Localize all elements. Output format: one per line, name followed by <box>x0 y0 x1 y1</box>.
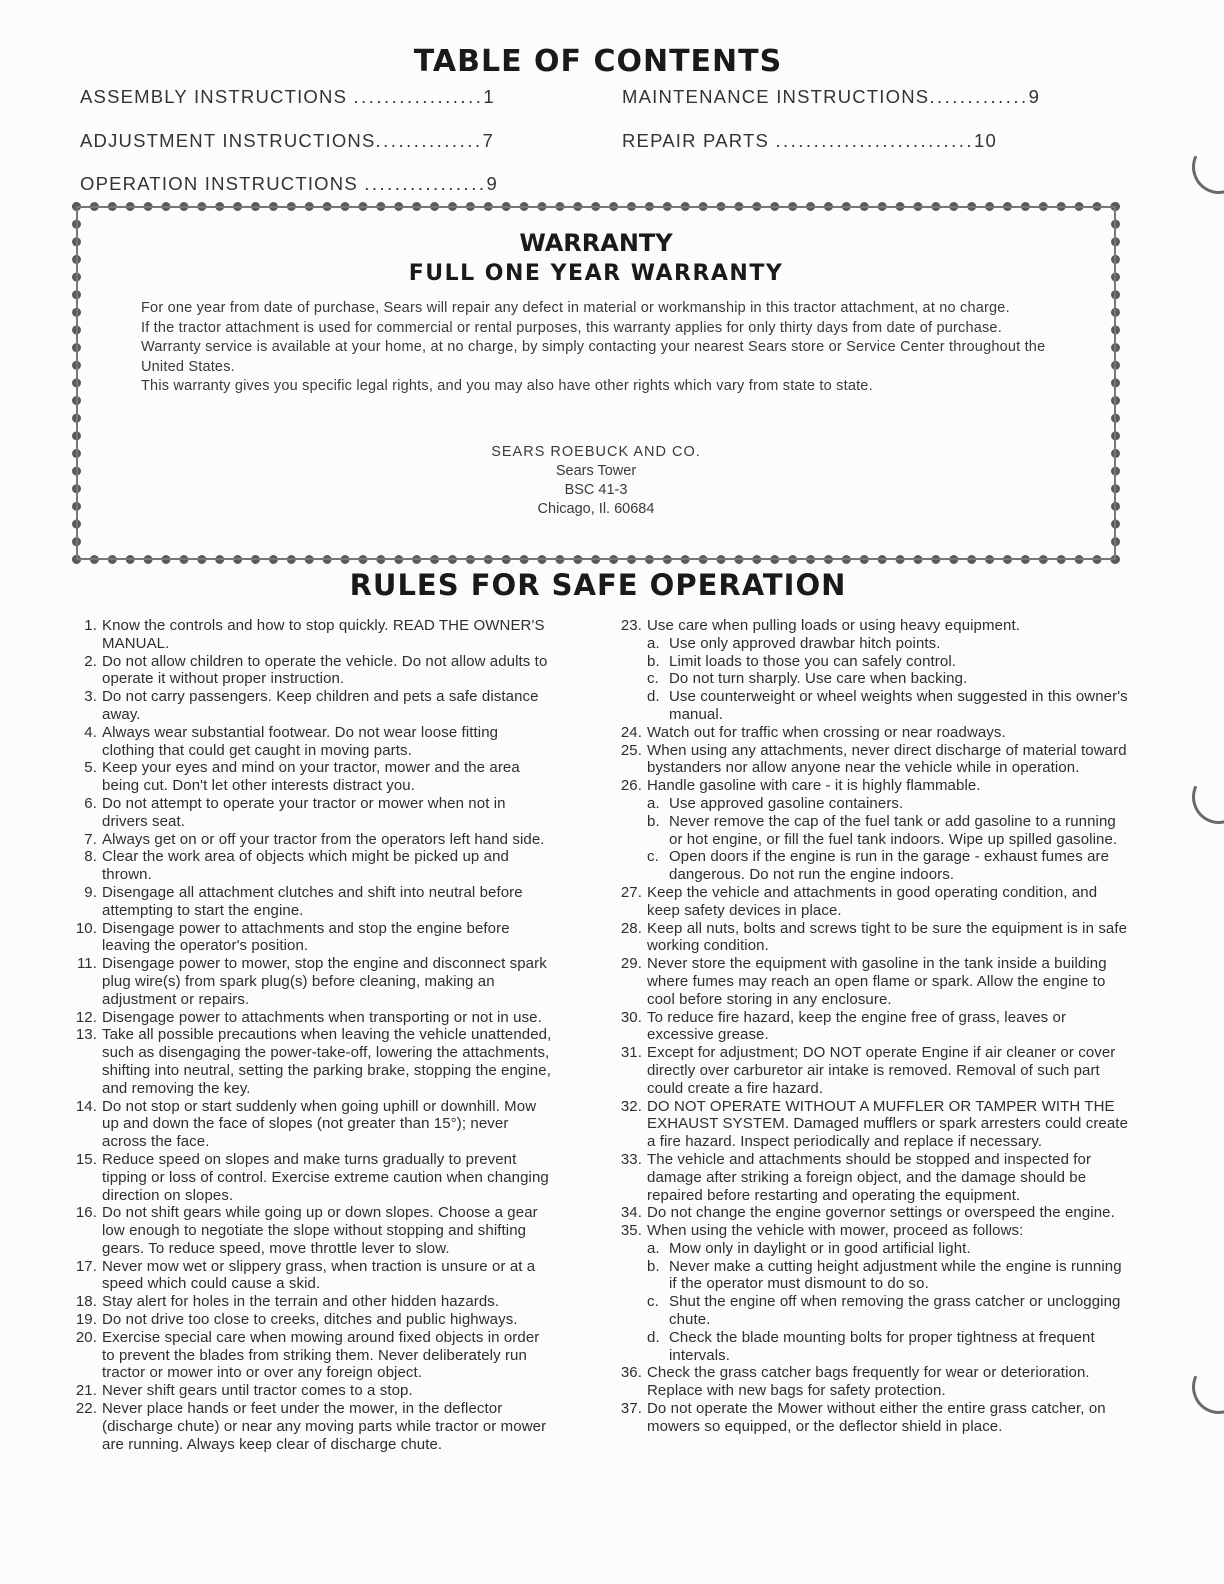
rule-number: 10. <box>75 919 97 937</box>
rule-text: When using any attachments, never direct discharge of material toward bystanders nor allow anyone near the vehicle while in operation. <box>647 741 1127 777</box>
rule-number: 6. <box>84 794 97 812</box>
rule-subitem <box>647 795 1130 813</box>
rule-number: 32. <box>620 1097 642 1115</box>
rule-subitem-letter: d. <box>647 1328 660 1346</box>
rule-text: Take all possible precautions when leaving the vehicle unattended, such as disengaging the power-take-off, lowering the attachments, shifting into neutral, setting the parking brake, stopping the engine, and removing the key. <box>102 1026 552 1097</box>
rule-text: Always wear substantial footwear. Do not wear loose fitting clothing that could get caught in moving parts. <box>102 723 499 759</box>
toc-label: ASSEMBLY INSTRUCTIONS <box>80 86 348 107</box>
rule-subitem-letter: b. <box>647 652 660 670</box>
binder-hole-middle <box>1184 762 1224 831</box>
address-line: Sears Tower <box>555 463 637 479</box>
rule-text: Handle gasoline with care - it is highly flammable. <box>647 777 981 795</box>
rule-subitem-text: Mow only in daylight or in good artificial light. <box>669 1239 971 1257</box>
rule-number: 26. <box>620 777 642 795</box>
rule-item <box>75 1311 553 1329</box>
rule-number: 37. <box>620 1400 642 1418</box>
toc-page: 9 <box>486 173 498 194</box>
rule-number: 17. <box>75 1257 97 1275</box>
rule-text: Reduce speed on slopes and make turns gradually to prevent tipping or loss of control. Exercise extreme caution when changing direction on slopes. <box>102 1150 549 1204</box>
rule-text: Keep all nuts, bolts and screws tight to be sure the equipment is in safe working condition. <box>647 919 1128 955</box>
rule-number: 4. <box>84 723 97 741</box>
rule-text: Stay alert for holes in the terrain and other hidden hazards. <box>102 1293 500 1311</box>
rule-subitem-letter: b. <box>647 1257 660 1275</box>
toc-item-maintenance[interactable] <box>622 86 1040 108</box>
rule-text: To reduce fire hazard, keep the engine free of grass, leaves or excessive grease. <box>647 1008 1067 1044</box>
address-line: BSC 41-3 <box>564 482 628 498</box>
rule-text: Clear the work area of objects which might be picked up and thrown. <box>102 848 509 884</box>
rule-item <box>75 1382 553 1400</box>
rule-number: 1. <box>84 617 97 634</box>
rule-number: 8. <box>84 848 97 866</box>
rule-item <box>75 1400 553 1453</box>
rule-item <box>75 955 553 1008</box>
rule-text: DO NOT OPERATE WITHOUT A MUFFLER OR TAMPER WITH THE EXHAUST SYSTEM. Damaged mufflers or spark arresters could create a fire hazard. Inspect periodically and replace if necessary. <box>647 1097 1129 1151</box>
rule-number: 36. <box>620 1364 642 1382</box>
toc-label: MAINTENANCE INSTRUCTIONS <box>622 86 930 107</box>
rule-number: 23. <box>620 617 642 634</box>
warranty-title: WARRANTY <box>519 229 673 257</box>
rule-subitem <box>647 670 1130 688</box>
rule-text: Keep the vehicle and attachments in good operating condition, and keep safety devices in place. <box>647 883 1098 919</box>
address-company: SEARS ROEBUCK AND CO. <box>491 444 701 460</box>
rule-text: Never store the equipment with gasoline in the tank inside a building where fumes may reach an open flame or spark. Allow the engine to cool before storing in any enclosure. <box>647 955 1107 1008</box>
warranty-paragraph: Warranty service is available at your home, at no charge, by simply contacting your nearest Sears store or Service Center throughout the United States. <box>141 339 1046 375</box>
rule-subitem <box>647 1258 1130 1294</box>
warranty-subtitle: FULL ONE YEAR WARRANTY <box>408 261 784 286</box>
rule-item <box>620 1009 1130 1045</box>
rule-subitem <box>647 1240 1130 1258</box>
rule-number: 21. <box>75 1382 97 1400</box>
rule-item <box>75 848 553 884</box>
rule-item <box>75 759 553 795</box>
warranty-paragraph: If the tractor attachment is used for commercial or rental purposes, this warranty applies for only thirty days from date of purchase. <box>141 319 1002 336</box>
rule-subitem-letter: a. <box>647 1239 660 1257</box>
toc-item-operation[interactable] <box>80 173 498 195</box>
warranty-paragraph: For one year from date of purchase, Sears will repair any defect in material or workmanship in this tractor attachment, at no charge. <box>141 300 1010 316</box>
rules-column-right <box>620 617 1130 1436</box>
rule-number: 24. <box>620 723 642 741</box>
rule-item <box>75 1098 553 1151</box>
toc-page: 1 <box>483 86 495 107</box>
rule-text: Disengage power to attachments when transporting or not in use. <box>102 1008 542 1026</box>
rule-subitem <box>647 813 1130 849</box>
rule-number: 18. <box>75 1293 97 1311</box>
toc-leader: .............. <box>375 130 483 151</box>
rules-column-left <box>75 617 553 1453</box>
rule-text: Do not attempt to operate your tractor or mower when not in drivers seat. <box>102 794 506 830</box>
rule-text: Disengage all attachment clutches and shift into neutral before attempting to start the engine. <box>102 883 523 919</box>
rule-text: Know the controls and how to stop quickly. READ THE OWNER'S MANUAL. <box>102 617 545 652</box>
rule-number: 34. <box>620 1204 642 1222</box>
rule-subitem-text: Use only approved drawbar hitch points. <box>669 634 941 652</box>
rule-subitem-text: Open doors if the engine is run in the garage - exhaust fumes are dangerous. Do not run the engine indoors. <box>669 848 1110 884</box>
rule-number: 12. <box>75 1008 97 1026</box>
toc-page: 7 <box>482 130 494 151</box>
rule-number: 3. <box>84 688 97 706</box>
toc-page: 10 <box>974 130 997 151</box>
toc-leader: ................ <box>364 173 487 194</box>
toc-leader: ............. <box>929 86 1029 107</box>
rule-subitem-text: Shut the engine off when removing the grass catcher or unclogging chute. <box>669 1293 1121 1329</box>
rule-item <box>75 795 553 831</box>
rule-subitem-letter: a. <box>647 634 660 652</box>
rule-item <box>620 777 1130 884</box>
rule-number: 14. <box>75 1097 97 1115</box>
rule-subitem <box>647 653 1130 671</box>
rule-text: Always get on or off your tractor from the operators left hand side. <box>102 830 545 848</box>
rule-text: Check the grass catcher bags frequently for wear or deterioration. Replace with new bags for safety protection. <box>647 1364 1090 1400</box>
rule-text: Disengage power to attachments and stop the engine before leaving the operator's position. <box>102 919 510 955</box>
rule-item <box>75 1151 553 1204</box>
rule-item <box>620 884 1130 920</box>
rule-number: 13. <box>75 1026 97 1044</box>
rule-text: Exercise special care when mowing around fixed objects in order to prevent the blades from striking them. Never deliberately run tractor or mower into or over any foreign object. <box>102 1328 540 1382</box>
address-line: Chicago, Il. 60684 <box>537 501 655 517</box>
rule-number: 28. <box>620 919 642 937</box>
rule-item <box>620 1044 1130 1097</box>
rule-item <box>620 617 1130 724</box>
rule-number: 33. <box>620 1150 642 1168</box>
toc-label: ADJUSTMENT INSTRUCTIONS <box>80 130 376 151</box>
rule-number: 29. <box>620 955 642 973</box>
rule-text: Do not carry passengers. Keep children and pets a safe distance away. <box>102 688 539 723</box>
rule-text: Keep your eyes and mind on your tractor, mower and the area being cut. Don't let other interests distract you. <box>102 759 520 795</box>
rule-number: 22. <box>75 1400 97 1418</box>
rule-item <box>620 742 1130 778</box>
rule-number: 7. <box>84 830 97 848</box>
rule-subitem-text: Use counterweight or wheel weights when suggested in this owner's manual. <box>669 688 1128 723</box>
rule-subitem-letter: a. <box>647 794 660 812</box>
rule-subitem-text: Limit loads to those you can safely control. <box>669 652 957 670</box>
rule-number: 30. <box>620 1008 642 1026</box>
rule-subitem-text: Use approved gasoline containers. <box>669 794 904 812</box>
rule-item <box>75 1009 553 1027</box>
rule-subitem-letter: d. <box>647 688 660 706</box>
rule-subitem-text: Do not turn sharply. Use care when backing. <box>669 670 968 688</box>
rule-text: Never shift gears until tractor comes to a stop. <box>102 1382 413 1400</box>
rule-text: The vehicle and attachments should be stopped and inspected for damage after striking a foreign object, and the damage should be repaired before restarting and operating the equipment. <box>647 1150 1092 1204</box>
toc-label: OPERATION INSTRUCTIONS <box>80 173 358 194</box>
rule-item <box>75 1329 553 1382</box>
rule-text: Disengage power to mower, stop the engine and disconnect spark plug wire(s) from spark plug(s) before cleaning, making an adjustment or repairs. <box>102 955 547 1008</box>
toc-item-assembly[interactable] <box>80 86 495 108</box>
warranty-box <box>72 202 1120 564</box>
rule-number: 9. <box>84 883 97 901</box>
rule-text: Watch out for traffic when crossing or near roadways. <box>647 723 1006 741</box>
rule-number: 15. <box>75 1150 97 1168</box>
rule-item <box>75 1293 553 1311</box>
rule-text: Except for adjustment; DO NOT operate Engine if air cleaner or cover directly over carburetor air intake is removed. Removal of such part could create a fire hazard. <box>647 1044 1116 1097</box>
rule-number: 5. <box>84 759 97 777</box>
rule-number: 20. <box>75 1328 97 1346</box>
rule-subitem <box>647 635 1130 653</box>
rule-text: Do not drive too close to creeks, ditches and public highways. <box>102 1311 518 1329</box>
rule-item <box>75 1258 553 1294</box>
binder-hole-top <box>1184 132 1224 201</box>
rule-item <box>75 688 553 724</box>
rule-number: 16. <box>75 1204 97 1222</box>
rule-text: Never mow wet or slippery grass, when traction is unsure or at a speed which could cause a skid. <box>102 1257 536 1293</box>
rule-subitem-text: Never make a cutting height adjustment while the engine is running if the operator must dismount to do so. <box>669 1257 1122 1293</box>
rule-text: Do not change the engine governor settings or overspeed the engine. <box>647 1204 1115 1222</box>
rule-item <box>620 1400 1130 1436</box>
toc-leader: .......................... <box>775 130 975 151</box>
rule-item <box>75 1204 553 1257</box>
rule-number: 2. <box>84 652 97 670</box>
rule-item <box>75 653 553 689</box>
rule-text: Never place hands or feet under the mower, in the deflector (discharge chute) or near any moving parts while tractor or mower are running. Always keep clear of discharge chute. <box>102 1400 547 1453</box>
rule-number: 19. <box>75 1311 97 1329</box>
rule-text: Do not stop or start suddenly when going uphill or downhill. Mow up and down the face of slopes (not greater than 15°); never across the face. <box>102 1097 537 1151</box>
toc-page: 9 <box>1028 86 1041 107</box>
rule-text: When using the vehicle with mower, proceed as follows: <box>647 1222 1024 1240</box>
toc-label: REPAIR PARTS <box>622 130 770 151</box>
rule-subitem-text: Check the blade mounting bolts for proper tightness at frequent intervals. <box>669 1328 1095 1364</box>
rule-subitem-letter: c. <box>647 848 659 866</box>
rule-number: 11. <box>76 955 97 973</box>
rule-item <box>620 1098 1130 1151</box>
rule-subitem <box>647 1293 1130 1329</box>
rule-item <box>620 724 1130 742</box>
rule-item <box>75 884 553 920</box>
rule-number: 27. <box>620 883 642 901</box>
rule-subitem-letter: c. <box>647 670 659 688</box>
warranty-paragraph: This warranty gives you specific legal rights, and you may also have other rights which vary from state to state. <box>141 378 873 394</box>
rule-number: 31. <box>620 1044 642 1062</box>
rule-text: Use care when pulling loads or using heavy equipment. <box>647 617 1021 634</box>
toc-item-repair-parts[interactable] <box>622 130 997 152</box>
rule-number: 25. <box>620 741 642 759</box>
rule-subitem <box>647 1329 1130 1365</box>
rule-subitem-letter: c. <box>647 1293 659 1311</box>
binder-hole-bottom <box>1184 1352 1224 1421</box>
toc-leader: ................. <box>353 86 484 107</box>
rule-item <box>620 1222 1130 1364</box>
rule-item <box>620 1364 1130 1400</box>
rule-text: Do not operate the Mower without either the entire grass catcher, on mowers so equipped, or the deflector shield in place. <box>647 1400 1106 1435</box>
rule-item <box>620 1204 1130 1222</box>
rule-item <box>75 1026 553 1097</box>
warranty-body <box>141 299 1076 397</box>
rule-subitem-text: Never remove the cap of the fuel tank or add gasoline to a running or hot engine, or fill the fuel tank indoors. Wipe up spilled gasoline. <box>669 812 1118 848</box>
rule-item <box>75 831 553 849</box>
rules-title: RULES FOR SAFE OPERATION <box>349 568 847 602</box>
rule-number: 35. <box>620 1222 642 1240</box>
rule-subitem <box>647 688 1130 724</box>
warranty-address <box>81 443 1111 519</box>
rule-text: Do not allow children to operate the vehicle. Do not allow adults to operate it without proper instruction. <box>102 652 548 688</box>
rule-item <box>75 920 553 956</box>
rule-text: Do not shift gears while going up or down slopes. Choose a gear low enough to negotiate the slope without stopping and shifting gears. To reduce speed, move throttle lever to slow. <box>102 1204 538 1257</box>
rule-item <box>620 920 1130 956</box>
rule-subitem <box>647 848 1130 884</box>
toc-title: TABLE OF CONTENTS <box>413 44 783 79</box>
rule-item <box>620 1151 1130 1204</box>
rule-item <box>75 724 553 760</box>
rule-item <box>75 617 553 653</box>
rule-subitem-letter: b. <box>647 812 660 830</box>
rule-item <box>620 955 1130 1008</box>
toc-item-adjustment[interactable] <box>80 130 494 152</box>
